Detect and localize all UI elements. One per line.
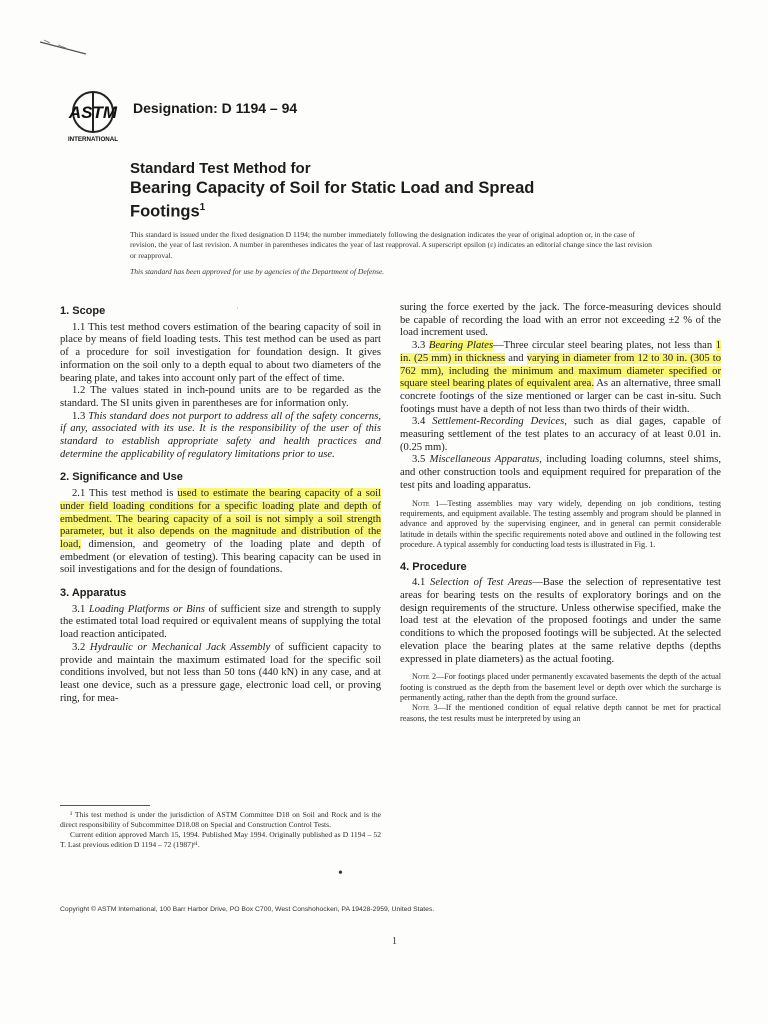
note-2: [400, 672, 721, 703]
highlighted-text: varying in diameter from 12 to 30 in. (305 to 762 mm), including the minimum and maximum diameter specified or square steel bearing plates of equivalent area.: [400, 352, 722, 390]
paragraph-number: 1.3: [72, 410, 86, 422]
item-title: Bearing Plates: [428, 340, 494, 352]
text-run: of sufficient size and strength to supply the estimated total load required or equivalent means of supplying the total load reaction anticipated.: [60, 603, 381, 641]
note-text: —Testing assemblies may vary widely, depending on job conditions, testing requirements, and equipment available. The testing assembly and program should be planned in advance and approved by the supervising engineer, and in general can permit considerable latitude in details within the specific requirements noted above and outlined in the following test procedure. A typical assembly for conducting load tests is illustrated in Fig. 1.: [400, 498, 721, 550]
safety-statement: This standard does not purport to address all of the safety concerns, if any, associated with its use. It is the responsibility of the user of this standard to establish appropriate safety and health practices and determine the applicability of regulatory limitations prior to use.: [60, 410, 381, 460]
paragraph-number: 3.3: [412, 340, 426, 352]
note-label: Note 2: [412, 672, 437, 682]
text-run: As an alternative, three small concrete footings of the size mentioned or larger can be cast in-situ. Such footings must have a depth of not less than two thirds of their width.: [400, 378, 721, 415]
paragraph-1-3: [60, 411, 381, 462]
paragraph-1-2: 1.2 The values stated in inch-pound units are to be regarded as the standard. The SI units given in parentheses are for information only.: [60, 385, 381, 409]
highlighted-text: used to estimate the bearing capacity of a soil under field loading conditions for a specific loading plate and depth of embedment. The bearing capacity of a soil is not simply a soil strength parameter, but it also depends on the magnitude and distribution of the load,: [60, 488, 381, 550]
note-label: Note 3: [412, 703, 438, 713]
stray-mark: ˙: [236, 306, 239, 315]
title-footnote-mark: 1: [199, 202, 206, 213]
svg-text:INTERNATIONAL: INTERNATIONAL: [67, 136, 119, 143]
text-run: , such as dial gages, capable of measuring settlement of the test plates to an accuracy of at least 0.01 in. (0.25 mm).: [400, 416, 722, 453]
note-1: [400, 499, 721, 551]
title-line-2: Bearing Capacity of Soil for Static Load and Spread: [130, 179, 535, 197]
paragraph-number: 3.1: [72, 603, 86, 615]
title-line-3: [130, 198, 650, 222]
section-heading-scope: 1. Scope: [60, 305, 106, 317]
paragraph-2-1: [60, 488, 381, 577]
item-title: Loading Platforms or Bins: [88, 603, 205, 615]
paragraph-3-2: [60, 642, 381, 706]
item-title: Hydraulic or Mechanical Jack Assembly: [89, 641, 271, 653]
pen-mark-icon: [36, 36, 92, 58]
title-line-1: Standard Test Method for: [130, 160, 311, 177]
item-title: Selection of Test Areas: [430, 577, 533, 589]
paragraph-3-3: [400, 340, 721, 416]
paragraph-3-1: [60, 604, 381, 642]
issue-note: This standard is issued under the fixed designation D 1194; the number immediately following the designation indicates the year of original adoption or, in the case of revision, the year of last revision. A number in parentheses indicates the year of last reapproval. A superscript epsilon (ε) indicates an editorial change since the last revision or reapproval.: [130, 230, 652, 260]
paragraph-3-4: [400, 416, 721, 454]
text-run: dimension, and geometry of the loading plate and depth of embedment (or elevation of testing). This bearing capacity can be used in soil investigations and for the design of foundations.: [60, 538, 381, 576]
text-run: of sufficient capacity to provide and maintain the maximum estimated load for the specific soil conditions involved, but not less than 50 tons (440 kN) in any case, and at least one device, such as a pressure gage, electronic load cell, or proving ring, for mea-: [60, 641, 382, 704]
section-heading-significance: 2. Significance and Use: [60, 471, 183, 484]
left-column: [60, 305, 381, 705]
astm-logo-icon: [62, 88, 124, 144]
approved-note: This standard has been approved for use by agencies of the Department of Defense.: [130, 267, 385, 276]
designation: Designation: D 1194 – 94: [133, 100, 298, 116]
svg-text:ASTM: ASTM: [68, 103, 118, 122]
item-title: Miscellaneous Apparatus: [429, 454, 540, 466]
footnote-2: Current edition approved March 15, 1994. Published May 1994. Originally published as D 1194 – 52 T. Last previous edition D 1194 – 72 (1987)ᵉ¹.: [60, 830, 381, 849]
footnote: [60, 810, 381, 850]
paragraph-3-5: [400, 454, 721, 492]
paragraph-3-2-continued: suring the force exerted by the jack. The force-measuring devices should be capable of recording the load with an error not exceeding ±2 % of the load increment used.: [400, 302, 721, 339]
footnote-1: ¹ This test method is under the jurisdiction of ASTM Committee D18 on Soil and Rock and is the direct responsibility of Subcommittee D18.08 on Special and Construction Control Tests.: [60, 810, 381, 829]
section-heading-apparatus: 3. Apparatus: [60, 587, 127, 600]
highlighted-text: 1 in. (25 mm) in thickness: [400, 340, 722, 364]
paragraph-1-1: 1.1 This test method covers estimation of the bearing capacity of soil in place by means of field loading tests. This test method can be used as part of a procedure for soil investigation for foundation design. It gives information on the soil only to a depth equal to about two diameters of the bearing plate, and takes into account only part of the effect of time.: [60, 321, 381, 384]
document-title: [130, 160, 650, 222]
text-run: —Base the selection of representative test areas for bearing tests on the results of exploratory borings and on the design requirements of the structure. Unless otherwise specified, make the load test at the elevation of the proposed footings and under the same conditions to which the proposed footings will be subjected. At the selected elevation place the bearing plates at the same relative depths (depths expressed in plate diameters) as the actual footing.: [400, 577, 721, 665]
page-number: 1: [392, 936, 397, 947]
copyright-line: Copyright © ASTM International, 100 Barr Harbor Drive, PO Box C700, West Conshohocken, PA 19428-2959, United States.: [60, 906, 435, 913]
footnote-divider: [60, 805, 150, 806]
paragraph-number: 3.5: [412, 454, 426, 466]
paragraph-number: 3.4: [412, 416, 426, 428]
note-3: [400, 703, 721, 724]
title-line-3-text: Footings: [130, 202, 200, 221]
text-run: 2.1 This test method is: [72, 488, 178, 500]
paragraph-4-1: [400, 577, 721, 666]
text-run: , including loading columns, steel shims, and other construction tools and equipment required for preparation of the test pits and loading apparatus.: [400, 454, 721, 491]
note-text: —For footings placed under permanently excavated basements the depth of the actual footing is construed as the depth from the basement level or depth over which the surcharge is permanently acting, rather than the depth from the ground surface.: [400, 672, 722, 703]
paragraph-number: 4.1: [412, 577, 426, 589]
text-run: —Three circular steel bearing plates, not less than: [493, 340, 716, 352]
right-column: [400, 302, 721, 724]
note-text: —If the mentioned condition of equal relative depth cannot be met for practical reasons, the test results must be interpreted by using an: [400, 703, 721, 723]
note-label: Note 1: [412, 498, 440, 508]
item-title: Settlement-Recording Devices: [432, 416, 565, 428]
stray-mark: •: [338, 866, 343, 881]
paragraph-number: 3.2: [72, 641, 86, 653]
text-run: and: [505, 352, 527, 364]
section-heading-procedure: 4. Procedure: [400, 560, 467, 573]
